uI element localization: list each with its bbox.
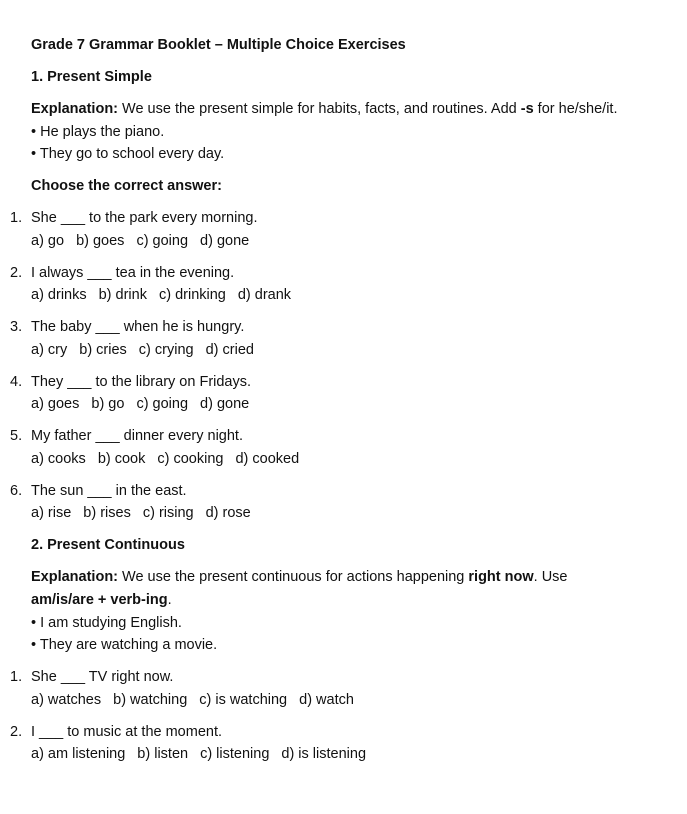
question-number: 3. <box>10 319 23 335</box>
option: b) watching <box>113 692 188 708</box>
question-number: 6. <box>10 483 23 499</box>
section1-explanation <box>31 100 617 118</box>
option: d) drank <box>237 287 292 303</box>
question-options <box>31 232 261 250</box>
question-text: The baby ___ when he is hungry. <box>31 319 245 335</box>
example-bullet: • He plays the piano. <box>31 124 165 140</box>
section2-explanation-line2 <box>31 591 172 609</box>
option: d) watch <box>299 692 354 708</box>
question-options <box>31 286 303 304</box>
explanation-bold: right now <box>468 569 534 585</box>
question-text: I ___ to music at the moment. <box>31 724 223 740</box>
option: b) goes <box>76 233 125 249</box>
question-number: 1. <box>10 210 23 226</box>
question-number: 1. <box>10 669 23 685</box>
question-options <box>31 745 378 763</box>
option: b) cook <box>97 451 146 467</box>
example-bullet: • They go to school every day. <box>31 146 225 162</box>
choose-instruction: Choose the correct answer: <box>31 178 222 194</box>
section1-heading: 1. Present Simple <box>31 69 152 85</box>
question-number: 2. <box>10 265 23 281</box>
option: a) drinks <box>31 287 87 303</box>
option: c) drinking <box>158 287 226 303</box>
explanation-text: We use the present simple for habits, facts, and routines. Add <box>118 101 521 117</box>
question-text: I always ___ tea in the evening. <box>31 265 235 281</box>
option: a) cry <box>31 342 68 358</box>
question-number: 5. <box>10 428 23 444</box>
question-text: My father ___ dinner every night. <box>31 428 243 444</box>
explanation-period: . <box>167 592 172 608</box>
question-text: She ___ TV right now. <box>31 669 174 685</box>
question-options <box>31 691 366 709</box>
option: d) rose <box>205 505 251 521</box>
question-options <box>31 341 266 359</box>
option: b) listen <box>137 746 189 762</box>
document-title: Grade 7 Grammar Booklet – Multiple Choice Exercises <box>31 37 406 53</box>
question-options <box>31 395 261 413</box>
option: b) drink <box>98 287 147 303</box>
option: c) cooking <box>157 451 224 467</box>
section2-explanation <box>31 568 568 586</box>
option: b) go <box>91 396 125 412</box>
option: a) go <box>31 233 65 249</box>
question-text: They ___ to the library on Fridays. <box>31 374 252 390</box>
option: a) rise <box>31 505 72 521</box>
option: c) listening <box>200 746 270 762</box>
option: c) rising <box>142 505 194 521</box>
option: d) gone <box>200 233 250 249</box>
explanation-bold: -s <box>520 101 534 117</box>
option: a) cooks <box>31 451 86 467</box>
explanation-formula: am/is/are + verb-ing <box>31 592 168 608</box>
explanation-label: Explanation: <box>31 101 119 117</box>
option: d) cooked <box>235 451 300 467</box>
option: b) cries <box>79 342 127 358</box>
option: a) goes <box>31 396 80 412</box>
question-number: 4. <box>10 374 23 390</box>
option: d) cried <box>205 342 254 358</box>
explanation-text: We use the present continuous for actions happening <box>118 569 469 585</box>
explanation-text-end: for he/she/it. <box>533 101 618 117</box>
question-number: 2. <box>10 724 23 740</box>
option: a) am listening <box>31 746 126 762</box>
option: c) going <box>136 396 189 412</box>
question-options <box>31 504 263 522</box>
question-text: She ___ to the park every morning. <box>31 210 258 226</box>
question-options <box>31 450 311 468</box>
example-bullet: • They are watching a movie. <box>31 637 218 653</box>
explanation-text-end: . Use <box>533 569 568 585</box>
option: a) watches <box>31 692 102 708</box>
option: b) rises <box>83 505 131 521</box>
option: d) gone <box>200 396 250 412</box>
option: c) going <box>136 233 189 249</box>
question-text: The sun ___ in the east. <box>31 483 187 499</box>
option: d) is listening <box>281 746 367 762</box>
option: c) crying <box>138 342 194 358</box>
example-bullet: • I am studying English. <box>31 615 182 631</box>
option: c) is watching <box>199 692 288 708</box>
explanation-label: Explanation: <box>31 569 119 585</box>
section2-heading: 2. Present Continuous <box>31 537 185 553</box>
